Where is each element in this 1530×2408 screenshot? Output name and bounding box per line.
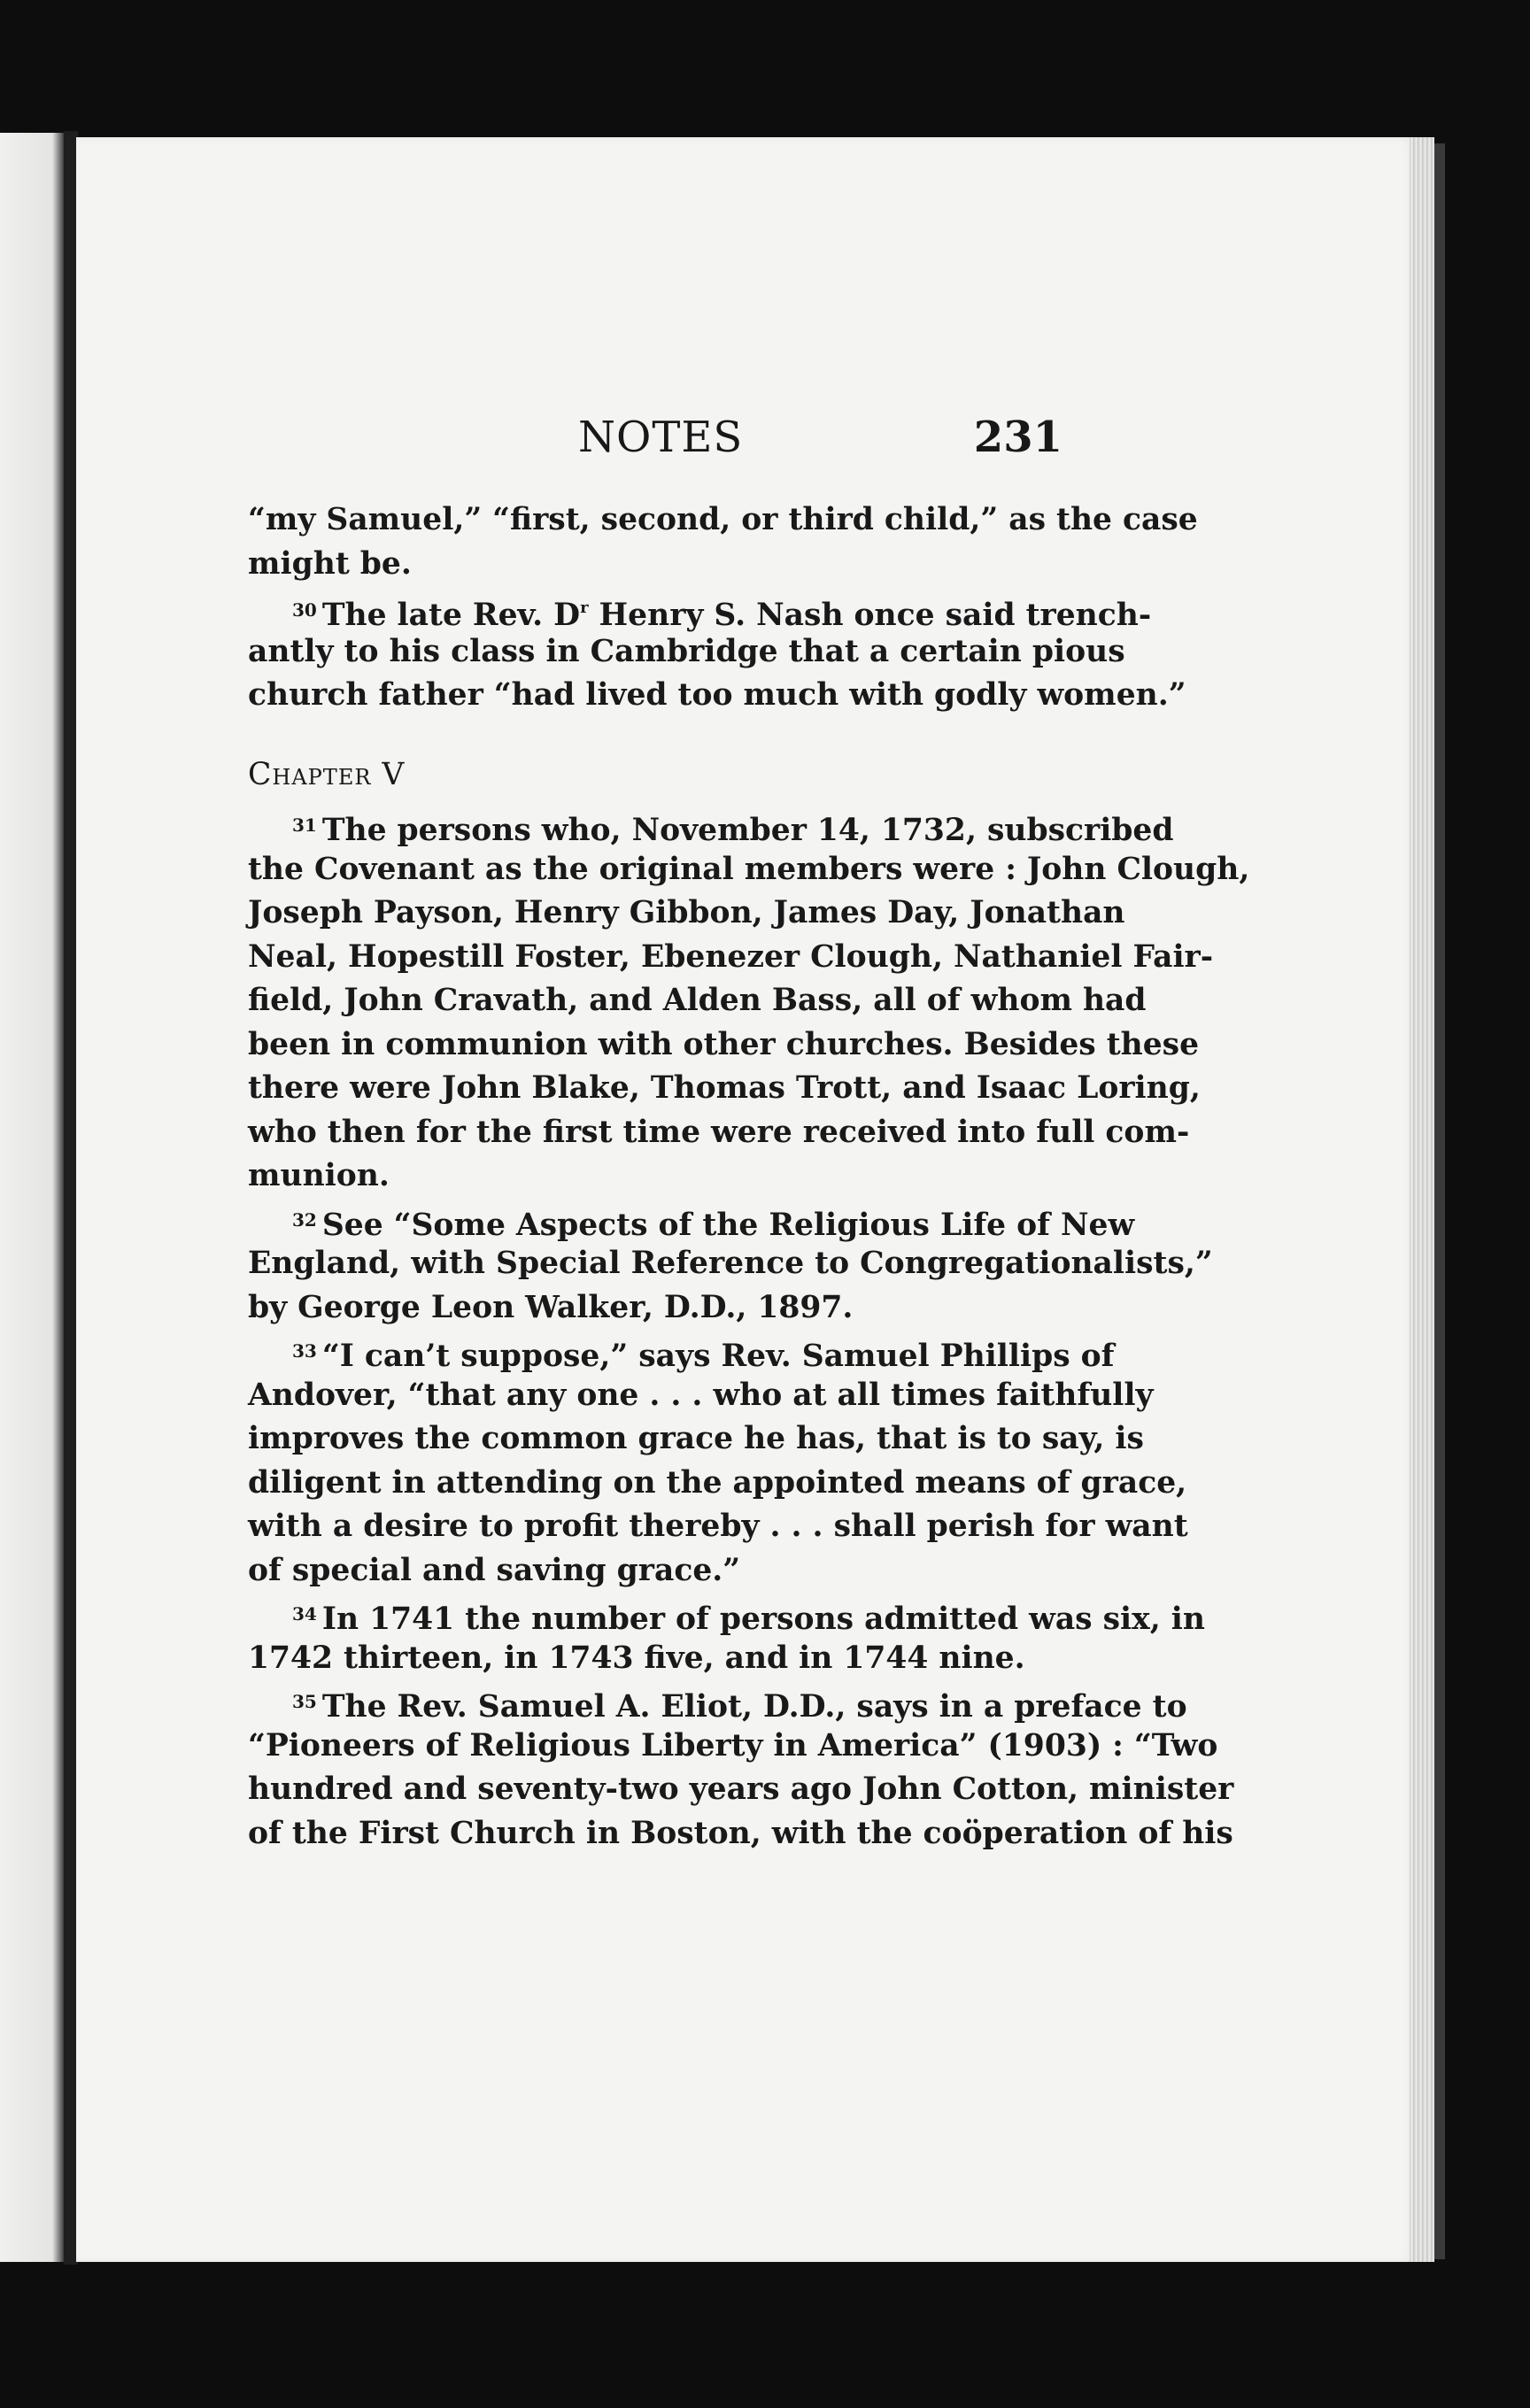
text-line: the Covenant as the original members were : John Clough, xyxy=(248,851,1250,887)
footnote-text: Henry S. Nash once said trench- xyxy=(588,598,1152,633)
text-line: of the First Church in Boston, with the coöperation of his xyxy=(248,1815,1233,1851)
text-line: Joseph Payson, Henry Gibbon, James Day, Jonathan xyxy=(248,895,1125,930)
text-line: diligent in attending on the appointed means of grace, xyxy=(248,1464,1187,1501)
text-line: Neal, Hopestill Foster, Ebenezer Clough, Nathaniel Fair- xyxy=(248,938,1214,975)
text-line: 1742 thirteen, in 1743 five, and in 1744 nine. xyxy=(248,1640,1025,1676)
footnote-35 xyxy=(248,1680,1187,1725)
text-line: been in communion with other churches. Besides these xyxy=(248,1026,1200,1062)
footnote-text: The late Rev. D xyxy=(321,598,581,633)
running-head-title: NOTES xyxy=(578,413,744,462)
text-line: there were John Blake, Thomas Trott, and Isaac Loring, xyxy=(248,1070,1201,1106)
notes-body xyxy=(248,498,1250,1856)
footnote-text: The Rev. Samuel A. Eliot, D.D., says in a preface to xyxy=(321,1689,1187,1725)
text-line: with a desire to profit thereby . . . shall perish for want xyxy=(248,1509,1188,1544)
text-line: who then for the first time were received into full com- xyxy=(248,1114,1190,1150)
footnote-31 xyxy=(248,804,1174,848)
footnote-text: See “Some Aspects of the Religious Life of New xyxy=(321,1207,1135,1243)
footnote-marker: 35 xyxy=(292,1691,317,1712)
footnote-text: “I can’t suppose,” says Rev. Samuel Phillips of xyxy=(321,1339,1115,1374)
page-stack-edge xyxy=(1410,137,1434,2262)
chapter-heading: Chapter V xyxy=(248,756,406,792)
text-line: improves the common grace he has, that is to say, is xyxy=(248,1421,1144,1456)
footnote-33 xyxy=(248,1330,1115,1374)
text-line: England, with Special Reference to Congregationalists,” xyxy=(248,1246,1213,1281)
footnote-34 xyxy=(248,1593,1205,1637)
text-line: munion. xyxy=(248,1158,390,1193)
text-line: Andover, “that any one . . . who at all times faithfully xyxy=(248,1377,1154,1413)
text-line: church father “had lived too much with godly women.” xyxy=(248,677,1186,713)
facing-page-edge xyxy=(0,133,66,2262)
superscript-r: r xyxy=(580,598,589,617)
running-head xyxy=(177,413,1062,466)
footnote-text: The persons who, November 14, 1732, subscribed xyxy=(321,813,1174,848)
footnote-marker: 31 xyxy=(292,814,317,836)
footnote-marker: 30 xyxy=(292,599,317,621)
text-line: might be. xyxy=(248,545,412,582)
footnote-marker: 34 xyxy=(292,1603,317,1625)
text-line: field, John Cravath, and Alden Bass, all of whom had xyxy=(248,983,1147,1018)
footnote-30 xyxy=(248,586,1152,633)
text-line: of special and saving grace.” xyxy=(248,1552,741,1588)
text-line: antly to his class in Cambridge that a certain pious xyxy=(248,633,1125,669)
page-number: 231 xyxy=(973,413,1062,462)
book-cover-edge xyxy=(1434,143,1445,2259)
footnote-text: In 1741 the number of persons admitted was six, in xyxy=(321,1601,1205,1637)
text-line: by George Leon Walker, D.D., 1897. xyxy=(248,1289,854,1325)
text-line: “Pioneers of Religious Liberty in America” (1903) : “Two xyxy=(248,1727,1218,1764)
footnote-marker: 33 xyxy=(292,1340,317,1362)
footnote-32 xyxy=(248,1199,1135,1243)
footnote-marker: 32 xyxy=(292,1208,317,1231)
text-line: “my Samuel,” “first, second, or third child,” as the case xyxy=(248,502,1198,537)
text-line: hundred and seventy-two years ago John Cotton, minister xyxy=(248,1771,1234,1807)
